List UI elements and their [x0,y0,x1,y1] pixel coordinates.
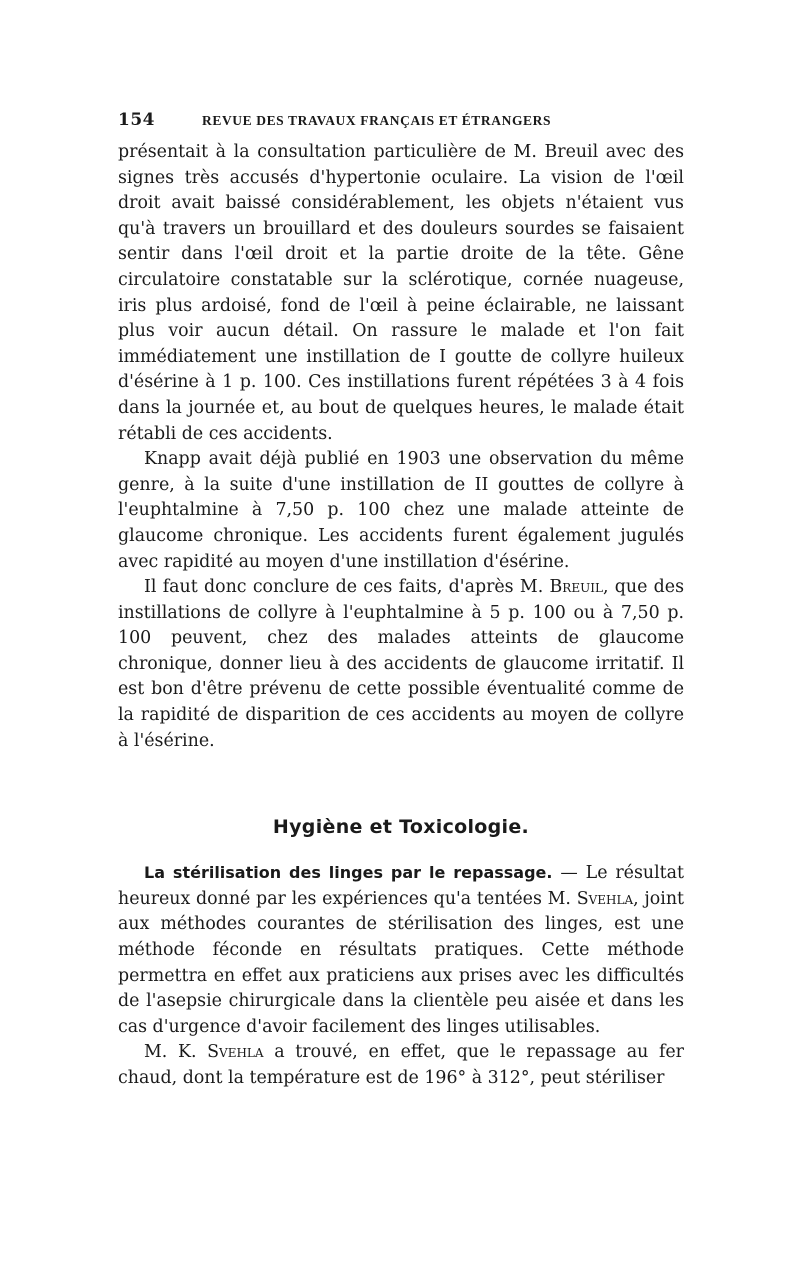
document-page [118,110,684,1092]
author-name-svehla: Svehla [576,888,634,909]
article-paragraph-2 [118,1040,684,1091]
paragraph-3 [118,575,684,754]
running-title: REVUE DES TRAVAUX FRANÇAIS ET ÉTRANGERS [202,113,552,128]
author-name-svehla-2: Svehla [207,1042,264,1063]
article-paragraph-1-start: — Le résultat heureux donné par les expériences qu'a tentées M. [118,863,685,909]
section-heading: Hygiène et Toxicologie. [272,816,530,839]
paragraph-3-text-start: Il faut donc conclure de ces faits, d'après M. [144,577,544,598]
page-number: 154 [118,110,155,130]
running-header [118,110,684,130]
author-name-breuil: Breuil [549,577,603,598]
article-title: La stérilisation des linges par le repassage. [144,863,553,883]
paragraph-2: Knapp avait déjà publié en 1903 une observation du même genre, à la suite d'une instillation de II gouttes de collyre à l'euphtalmine à 7,50 p. 100 chez une malade atteinte de glaucome chronique. Les accidents furent également jugulés avec rapidité au moyen d'une instillation d'ésérine. [118,449,684,572]
paragraph-3-text-end: , que des instillations de collyre à l'euphtalmine à 5 p. 100 ou à 7,50 p. 100 peuvent, chez des malades atteints de glaucome chronique, donner lieu à des accidents de glaucome irritatif. Il est bon d'être prévenu de cette possible éventualité comme de la rapidité de disparition de ces accidents au moyen de collyre à l'ésérine. [118,577,685,751]
article-paragraph-1-rest: , joint aux méthodes courantes de stérilisation des linges, est une méthode féconde en résultats pratiques. Cette méthode permettra en effet aux praticiens aux prises avec les difficultés de l'asepsie chirurgicale dans la clientèle peu aisée et dans les cas d'urgence d'avoir facilement des linges utilisables. [118,888,685,1037]
paragraph-1: présentait à la consultation particulière de M. Breuil avec des signes très accusés d'hypertonie oculaire. La vision de l'œil droit avait baissé considérablement, les objets n'étaient vus qu'à travers un brouillard et des douleurs sourdes se faisaient sentir dans l'œil droit et la partie droite de la tête. Gêne circulatoire constatable sur la sclérotique, cornée nuageuse, iris plus ardoisé, fond de l'œil à peine éclairable, ne laissant plus voir aucun détail. On rassure le malade et l'on fait immédiatement une instillation de I goutte de collyre huileux d'ésérine à 1 p. 100. Ces instillations furent répétées 3 à 4 fois dans la journée et, au bout de quelques heures, le malade était rétabli de ces accidents. [118,142,684,444]
article-paragraph-2-rest: a trouvé, en effet, que le repassage au fer chaud, dont la température est de 196° à 312°, peut stériliser [118,1042,684,1088]
article-paragraph-2-start: M. K. [144,1042,197,1063]
article-paragraph-1 [118,860,684,1040]
